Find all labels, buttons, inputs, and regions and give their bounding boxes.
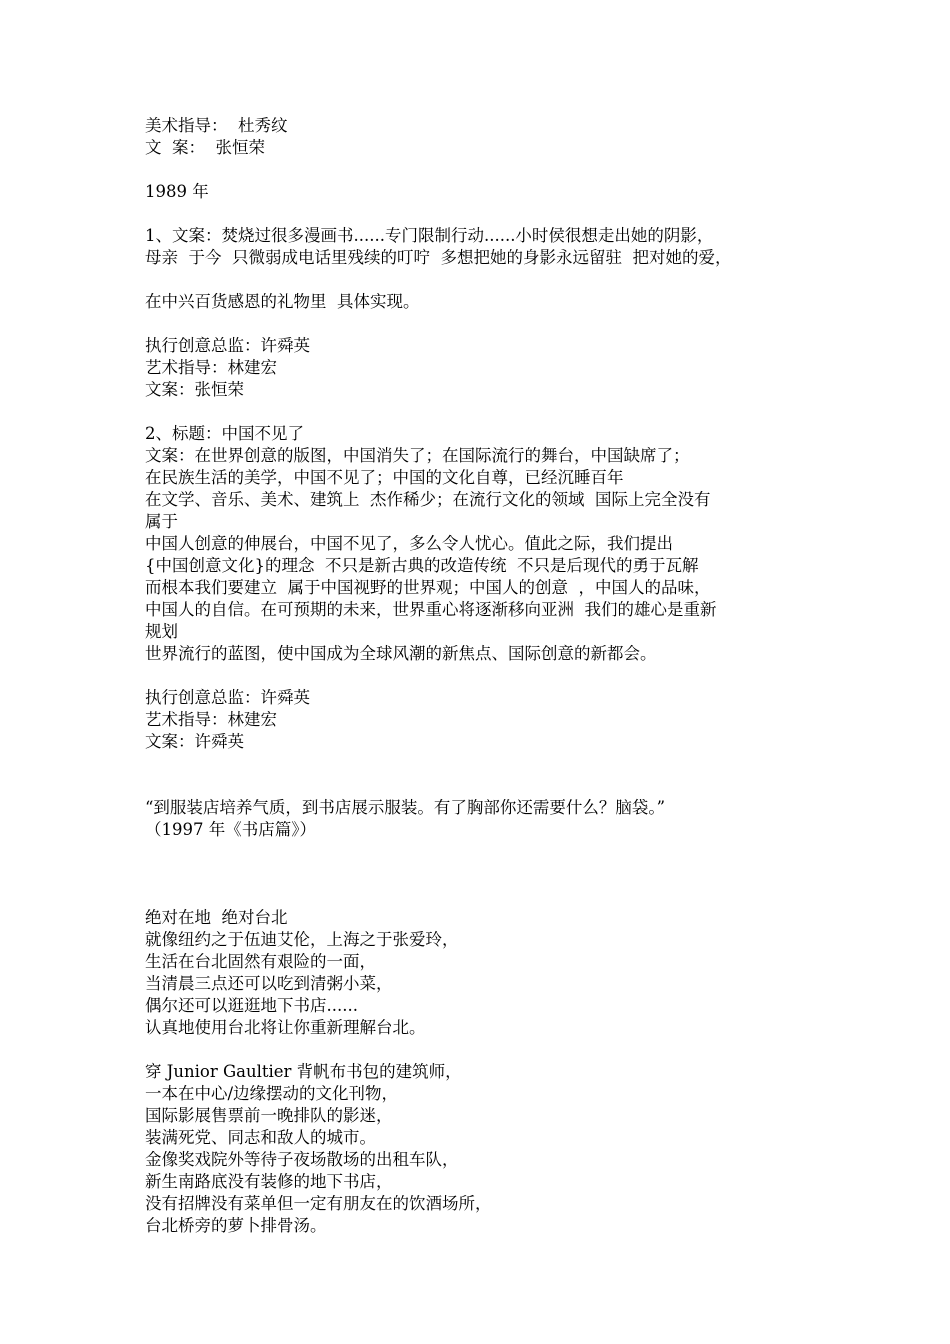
- blank-line: [145, 203, 825, 225]
- text-line: 执行创意总监：许舜英: [145, 336, 310, 355]
- blank-line: [145, 313, 825, 335]
- text-line: 世界流行的蓝图，使中国成为全球风潮的新焦点、国际创意的新都会。: [145, 644, 657, 663]
- blank-line: [145, 863, 825, 885]
- blank-line: [145, 775, 825, 797]
- text-line: 就像纽约之于伍迪艾伦，上海之于张爱玲，: [145, 930, 459, 949]
- text-line: 文 案： 张恒荣: [145, 138, 265, 157]
- text-line: （1997 年《书店篇》）: [145, 820, 316, 839]
- blank-line: [145, 665, 825, 687]
- text-line: 台北桥旁的萝卜排骨汤。: [145, 1216, 327, 1235]
- blank-line: [145, 269, 825, 291]
- blank-line: [145, 401, 825, 423]
- text-line: 没有招牌没有菜单但一定有朋友在的饮酒场所，: [145, 1194, 492, 1213]
- text-line: 在中兴百货感恩的礼物里 具体实现。: [145, 292, 420, 311]
- blank-line: [145, 753, 825, 775]
- text-line: 在文学、音乐、美术、建筑上 杰作稀少；在流行文化的领域 国际上完全没有: [145, 490, 711, 509]
- text-line: 属于: [145, 512, 178, 531]
- text-line: 2、标题：中国不见了: [145, 424, 304, 443]
- text-line: “到服装店培养气质，到书店展示服装。有了胸部你还需要什么？脑袋。”: [145, 798, 666, 817]
- text-line: 而根本我们要建立 属于中国视野的世界观；中国人的创意 ，中国人的品味，: [145, 578, 711, 597]
- text-line: 在民族生活的美学，中国不见了；中国的文化自尊，已经沉睡百年: [145, 468, 624, 487]
- text-line: 艺术指导：林建宏: [145, 710, 277, 729]
- text-line: 穿 Junior Gaultier 背帆布书包的建筑师，: [145, 1062, 462, 1081]
- text-line: 绝对在地 绝对台北: [145, 908, 288, 927]
- text-line: 金像奖戏院外等待子夜场散场的出租车队，: [145, 1150, 459, 1169]
- text-line: 文案：许舜英: [145, 732, 244, 751]
- text-line: 当清晨三点还可以吃到清粥小菜，: [145, 974, 393, 993]
- text-line: 母亲 于今 只微弱成电话里残续的叮咛 多想把她的身影永远留驻 把对她的爱，: [145, 248, 732, 267]
- text-line: 新生南路底没有装修的地下书店，: [145, 1172, 393, 1191]
- blank-line: [145, 159, 825, 181]
- text-line: 艺术指导：林建宏: [145, 358, 277, 377]
- text-line: 1989 年: [145, 182, 209, 201]
- text-line: 文案：张恒荣: [145, 380, 244, 399]
- blank-line: [145, 841, 825, 863]
- text-line: 文案：在世界创意的版图，中国消失了；在国际流行的舞台，中国缺席了；: [145, 446, 690, 465]
- text-line: 1、文案：焚烧过很多漫画书......专门限制行动......小时侯很想走出她的阴影，: [145, 226, 714, 245]
- text-line: {中国创意文化}的理念 不只是新古典的改造传统 不只是后现代的勇于瓦解: [145, 556, 699, 575]
- text-line: 认真地使用台北将让你重新理解台北。: [145, 1018, 426, 1037]
- text-line: 一本在中心/边缘摆动的文化刊物，: [145, 1084, 399, 1103]
- text-line: 装满死党、同志和敌人的城市。: [145, 1128, 376, 1147]
- text-line: 偶尔还可以逛逛地下书店......: [145, 996, 358, 1015]
- text-line: 国际影展售票前一晚排队的影迷，: [145, 1106, 393, 1125]
- document-body: [145, 115, 825, 1237]
- text-line: 规划: [145, 622, 178, 641]
- text-line: 执行创意总监：许舜英: [145, 688, 310, 707]
- text-line: 中国人的自信。在可预期的未来，世界重心将逐渐移向亚洲 我们的雄心是重新: [145, 600, 717, 619]
- blank-line: [145, 1039, 825, 1061]
- text-line: 美术指导： 杜秀纹: [145, 116, 288, 135]
- blank-line: [145, 885, 825, 907]
- text-line: 生活在台北固然有艰险的一面，: [145, 952, 376, 971]
- text-line: 中国人创意的伸展台，中国不见了，多么令人忧心。值此之际，我们提出: [145, 534, 673, 553]
